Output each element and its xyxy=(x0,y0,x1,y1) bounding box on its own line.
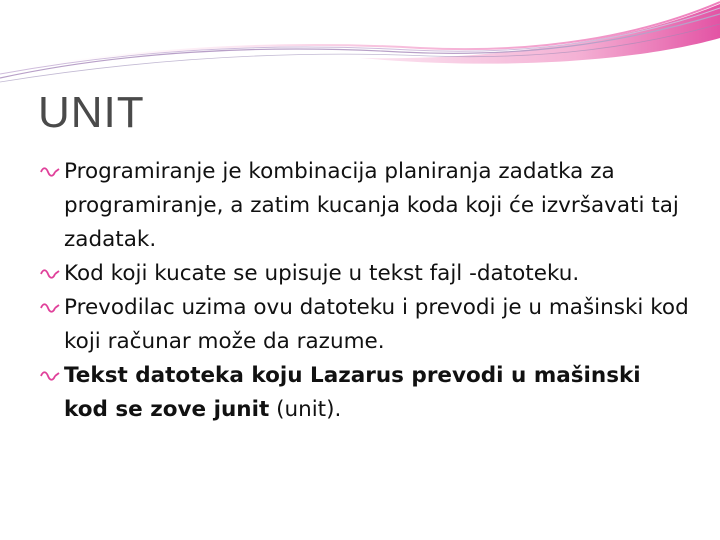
list-item xyxy=(40,291,690,359)
wave-bullet-icon xyxy=(40,359,64,393)
list-item xyxy=(40,155,690,257)
slide-title: UNIT xyxy=(38,88,145,137)
list-item xyxy=(40,257,690,291)
bullet-text: Kod koji kucate se upisuje u tekst fajl -datoteku. xyxy=(64,261,580,286)
wave-bullet-icon xyxy=(40,257,64,291)
bullet-text: Prevodilac uzima ovu datoteku i prevodi je u mašinski kod koji računar može da razume. xyxy=(64,295,689,354)
bullet-normal-text: (unit). xyxy=(269,397,342,422)
bullet-list xyxy=(40,155,690,427)
header-wave-decoration xyxy=(0,0,720,90)
bullet-bold-text: Tekst datoteka koju Lazarus prevodi u mašinski kod se zove junit xyxy=(64,363,641,422)
wave-bullet-icon xyxy=(40,155,64,189)
bullet-text xyxy=(64,359,690,427)
bullet-text: Programiranje je kombinacija planiranja zadatka za programiranje, a zatim kucanja koda koji će izvršavati taj zadatak. xyxy=(64,159,679,252)
list-item xyxy=(40,359,690,427)
wave-bullet-icon xyxy=(40,291,64,325)
